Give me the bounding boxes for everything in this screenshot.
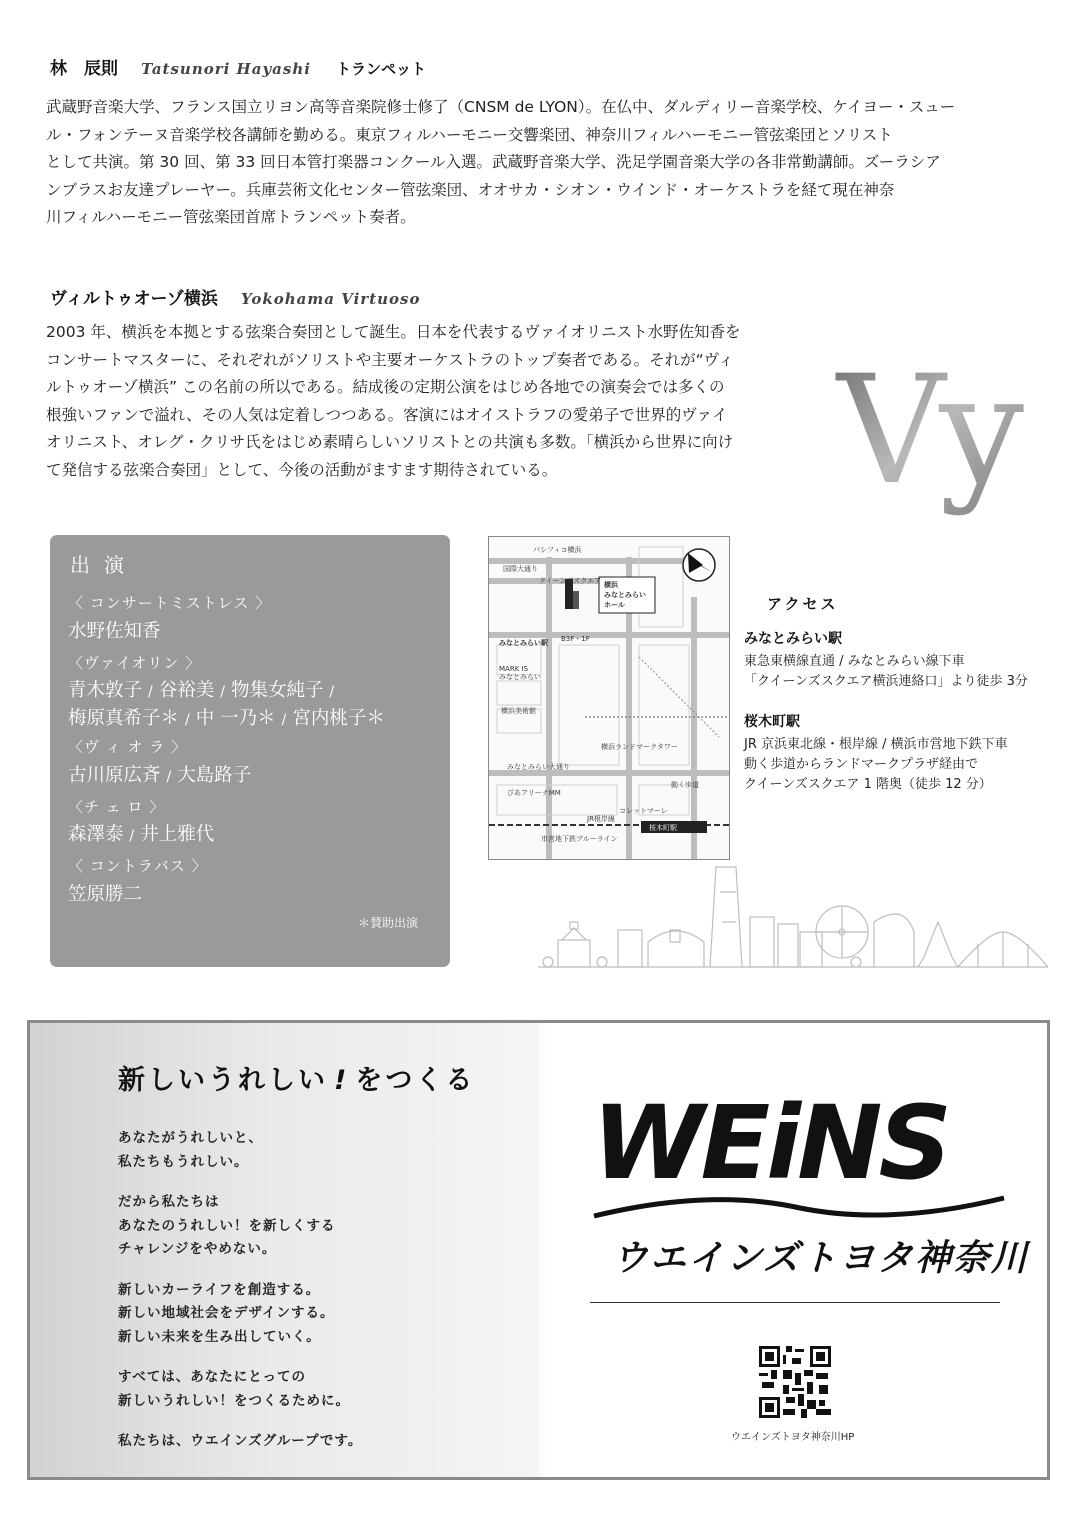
performer-name: 中 一乃＊ xyxy=(195,708,276,729)
direction-line: 東急東横線直通 / みなとみらい線下車 xyxy=(744,654,965,669)
ensemble-name: ヴィルトゥオーゾ横浜 xyxy=(50,289,218,309)
ensemble-header xyxy=(50,284,420,309)
svg-text:コレットマーレ: コレットマーレ xyxy=(619,807,668,815)
svg-text:国際大通り: 国際大通り xyxy=(503,565,538,573)
svg-text:みなとみらい駅: みなとみらい駅 xyxy=(499,639,548,647)
bio-line: 根強いファンで溢れ、その人気は定着しつつある。客演にはオイストラフの愛弟子で世界的ヴァイ xyxy=(46,405,728,424)
bio-line: て発信する弦楽合奏団」として、今後の活動がますます期待されている。 xyxy=(46,460,558,479)
name-separator: / xyxy=(129,828,135,844)
copy-line: 新しい未来を生み出していく。 xyxy=(118,1328,321,1345)
performers-panel xyxy=(50,535,450,967)
performer-name: 森澤泰 xyxy=(68,824,124,845)
weins-logo: WEiNS xyxy=(592,1084,948,1203)
bio-line: ルトゥオーゾ横浜” この名前の所以である。結成後の定期公演をはじめ各地での演奏会では多くの xyxy=(46,378,725,396)
trumpeter-instrument: トランペット xyxy=(336,60,427,78)
access-title: アクセス xyxy=(767,595,839,613)
direction-line: JR 京浜東北線・根岸線 / 横浜市営地下鉄下車 xyxy=(744,737,1008,752)
bio-line: 2003 年、横浜を本拠とする弦楽合奏団として誕生。日本を代表するヴァイオリニスト水野佐知香を xyxy=(46,323,741,341)
tagline-exclaim: ! xyxy=(334,1065,350,1096)
copy-line: チャレンジをやめない。 xyxy=(118,1241,277,1257)
vy-monogram-logo xyxy=(835,370,1045,570)
performer-name: 谷裕美 xyxy=(158,680,215,701)
station-minatomirai: みなとみらい駅 xyxy=(744,631,842,647)
weins-logo-subtitle: ウエインズトヨタ神奈川 xyxy=(612,1238,1029,1279)
performer-name: 笠原勝二 xyxy=(68,884,143,905)
svg-text:パシフィコ横浜: パシフィコ横浜 xyxy=(533,546,582,554)
role-viola: 〈ヴ ィ オ ラ 〉 xyxy=(68,738,188,756)
trumpeter-header xyxy=(50,54,426,79)
svg-text:市営地下鉄ブルーライン: 市営地下鉄ブルーライン xyxy=(541,835,618,843)
names-violin-row-2 xyxy=(68,704,385,730)
bio-line: 川フィルハーモニー管弦楽団首席トランペット奏者。 xyxy=(46,208,416,226)
names-violin-row-1 xyxy=(68,676,340,702)
name-separator: / xyxy=(166,769,172,785)
name-separator: / xyxy=(281,712,287,728)
performers-title: 出演 xyxy=(70,553,138,577)
copy-line: だから私たちは xyxy=(118,1194,220,1210)
name-separator: / xyxy=(185,712,190,728)
svg-text:みなとみらい: みなとみらい xyxy=(604,591,646,599)
ensemble-bio xyxy=(46,319,836,484)
yokohama-skyline-illustration xyxy=(538,862,1048,972)
tagline-part-b: をつくる xyxy=(355,1065,476,1096)
copy-line: 新しいカーライフを創造する。 xyxy=(118,1281,321,1298)
svg-text:ホール: ホール xyxy=(604,601,625,609)
performer-name: 梅原真希子＊ xyxy=(68,708,180,729)
station-sakuragicho-directions xyxy=(744,735,1008,795)
ensemble-roman-name: Yokohama Virtuoso xyxy=(240,290,421,308)
names-concertmistress xyxy=(68,617,161,643)
names-cello xyxy=(68,820,214,846)
names-contrabass xyxy=(68,880,142,906)
performer-name: 古川原広斉 xyxy=(68,765,161,786)
bio-line: 武蔵野音楽大学、フランス国立リヨン高等音楽院修士修了（CNSM de LYON）。在仏中、ダルディリー音楽学校、ケイヨー・スュー xyxy=(46,98,956,116)
names-viola xyxy=(68,761,251,787)
svg-text:動く歩道: 動く歩道 xyxy=(671,781,699,789)
role-cello: 〈チ ェ ロ 〉 xyxy=(68,798,166,816)
performer-name: 井上雅代 xyxy=(140,824,215,845)
direction-line: クイーンズスクエア 1 階奥（徒歩 12 分） xyxy=(744,777,992,792)
trumpeter-roman-name: Tatsunori Hayashi xyxy=(141,60,311,78)
qr-caption: ウエインズトヨタ神奈川HP xyxy=(731,1432,855,1443)
bio-line: ル・フォンテーヌ音楽学校各講師を勤める。東京フィルハーモニー交響楽団、神奈川フィルハーモニー管弦楽団とソリスト xyxy=(46,125,893,144)
copy-line: あなたのうれしい！を新しくする xyxy=(118,1217,336,1234)
performer-name: 宮内桃子＊ xyxy=(292,708,385,729)
qr-code[interactable] xyxy=(759,1346,831,1418)
vy-monogram-text: Vy xyxy=(837,370,1024,518)
svg-text:横浜美術館: 横浜美術館 xyxy=(501,707,536,715)
svg-text:MARK IS: MARK IS xyxy=(499,665,529,673)
svg-text:みなとみらい: みなとみらい xyxy=(499,673,541,681)
logo-divider xyxy=(590,1302,1000,1303)
name-separator: / xyxy=(329,684,335,700)
bio-line: として共演。第 30 回、第 33 回日本管打楽器コンクール入選。武蔵野音楽大学、洗足学園音楽大学の各非常勤講師。ズーラシア xyxy=(46,153,941,171)
bio-line: オリニスト、オレグ・クリサ氏をはじめ素晴らしいソリストとの共演も多数。「横浜から世界に向け xyxy=(46,433,734,451)
svg-text:B3F・1F: B3F・1F xyxy=(561,635,590,643)
trumpeter-bio xyxy=(46,94,1036,232)
performer-name: 物集女純子 xyxy=(230,680,324,701)
direction-line: 動く歩道からランドマークプラザ経由で xyxy=(744,757,979,772)
svg-text:JR根岸線: JR根岸線 xyxy=(587,815,615,823)
role-contrabass: 〈 コントラバス 〉 xyxy=(68,857,208,875)
copy-line: 私たちは、ウエインズグループです。 xyxy=(118,1433,363,1449)
performer-name: 水野佐知香 xyxy=(68,621,161,642)
logo-swoosh xyxy=(590,1192,1010,1222)
performer-name: 青木敦子 xyxy=(68,680,143,701)
svg-text:桜木町駅: 桜木町駅 xyxy=(649,824,677,832)
copy-line: 新しいうれしい！をつくるために。 xyxy=(118,1392,350,1409)
performer-name: 大島路子 xyxy=(177,765,252,786)
svg-text:クイーンズスクエア: クイーンズスクエア xyxy=(539,577,602,585)
name-separator: / xyxy=(220,684,225,700)
copy-line: すべては、あなたにとっての xyxy=(118,1369,306,1385)
svg-text:みなとみらい大通り: みなとみらい大通り xyxy=(507,763,570,771)
bio-line: ンブラスお友達プレーヤー。兵庫芸術文化センター管弦楽団、オオサカ・シオン・ウインド・オーケストラを経て現在神奈 xyxy=(46,180,895,199)
svg-text:ぴあアリーナMM: ぴあアリーナMM xyxy=(507,789,561,797)
copy-line: 私たちもうれしい。 xyxy=(118,1153,249,1170)
svg-text:横浜: 横浜 xyxy=(604,581,618,589)
ad-tagline xyxy=(118,1058,475,1097)
ad-copy xyxy=(118,1127,362,1454)
guest-note: ＊賛助出演 xyxy=(357,916,418,930)
svg-text:横浜ランドマークタワー: 横浜ランドマークタワー xyxy=(601,743,678,751)
direction-line: 「クイーンズスクエア横浜連絡口」より徒歩 3分 xyxy=(744,674,1028,689)
role-concertmistress: 〈 コンサートミストレス 〉 xyxy=(68,594,272,612)
bio-line: コンサートマスターに、それぞれがソリストや主要オーケストラのトップ奏者である。それが“ヴィ xyxy=(46,350,734,369)
name-separator: / xyxy=(148,684,153,700)
trumpeter-name: 林 辰則 xyxy=(50,59,118,79)
station-minatomirai-directions xyxy=(744,652,1028,692)
access-map xyxy=(488,536,730,860)
role-violin: 〈ヴァイオリン 〉 xyxy=(68,654,202,672)
tagline-part-a: 新しいうれしい xyxy=(118,1065,328,1096)
station-sakuragicho: 桜木町駅 xyxy=(744,714,800,730)
copy-line: 新しい地域社会をデザインする。 xyxy=(118,1305,335,1321)
copy-line: あなたがうれしいと、 xyxy=(118,1130,263,1146)
